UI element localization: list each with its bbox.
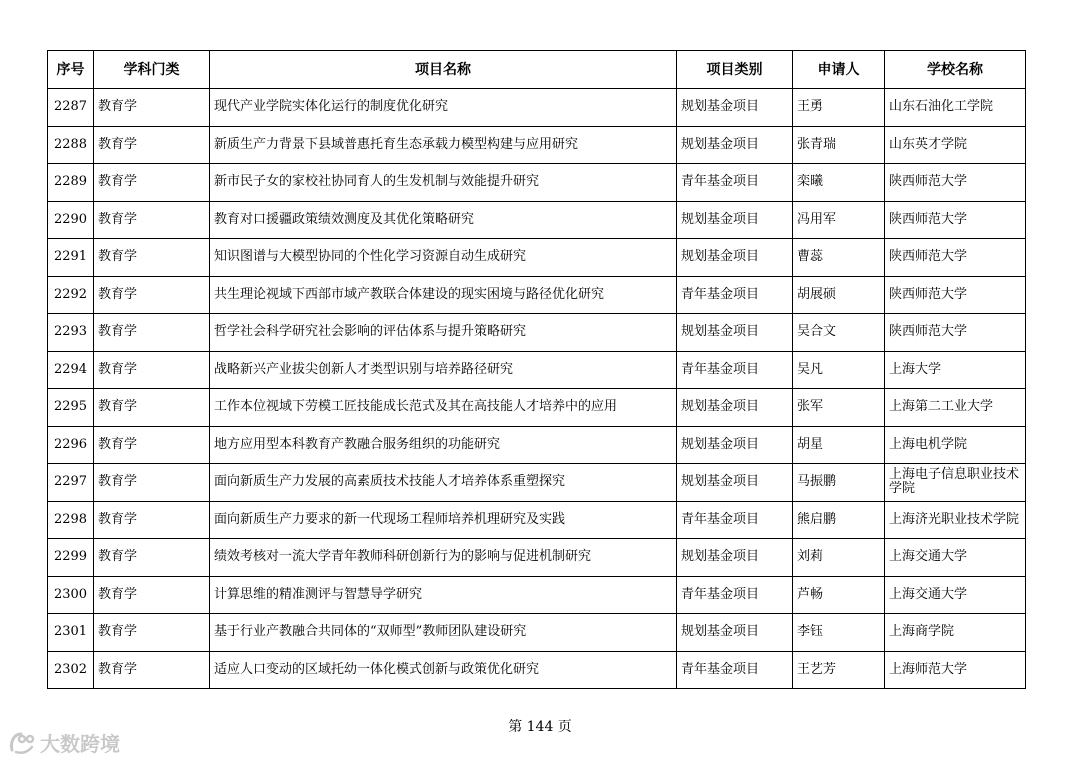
cell-type: 青年基金项目 xyxy=(677,276,793,314)
cell-school: 上海济光职业技术学院 xyxy=(885,501,1026,539)
cell-type: 规划基金项目 xyxy=(677,539,793,577)
cell-applicant: 吴合文 xyxy=(793,314,885,352)
cell-applicant: 曹蕊 xyxy=(793,239,885,277)
cell-project: 工作本位视域下劳模工匠技能成长范式及其在高技能人才培养中的应用 xyxy=(210,389,677,427)
cell-project: 教育对口援疆政策绩效测度及其优化策略研究 xyxy=(210,201,677,239)
cell-type: 规划基金项目 xyxy=(677,614,793,652)
header-row xyxy=(48,51,1026,89)
cell-subject: 教育学 xyxy=(94,89,210,127)
table-row xyxy=(48,501,1026,539)
cell-subject: 教育学 xyxy=(94,651,210,689)
cell-subject: 教育学 xyxy=(94,426,210,464)
cell-school: 上海电机学院 xyxy=(885,426,1026,464)
table-row xyxy=(48,314,1026,352)
cell-num: 2287 xyxy=(48,89,94,127)
cell-num: 2290 xyxy=(48,201,94,239)
table-row xyxy=(48,239,1026,277)
cell-num: 2301 xyxy=(48,614,94,652)
table-header xyxy=(48,51,1026,89)
cell-applicant: 王勇 xyxy=(793,89,885,127)
cell-school: 陕西师范大学 xyxy=(885,239,1026,277)
cell-school: 陕西师范大学 xyxy=(885,201,1026,239)
table-row xyxy=(48,464,1026,502)
cell-subject: 教育学 xyxy=(94,464,210,502)
cell-type: 规划基金项目 xyxy=(677,389,793,427)
cell-type: 青年基金项目 xyxy=(677,501,793,539)
cell-project: 绩效考核对一流大学青年教师科研创新行为的影响与促进机制研究 xyxy=(210,539,677,577)
page-number: 第 144 页 xyxy=(508,719,572,735)
cell-project: 新质生产力背景下县域普惠托育生态承载力模型构建与应用研究 xyxy=(210,126,677,164)
watermark xyxy=(8,728,120,757)
cell-project: 哲学社会科学研究社会影响的评估体系与提升策略研究 xyxy=(210,314,677,352)
cell-applicant: 胡星 xyxy=(793,426,885,464)
cell-school: 上海大学 xyxy=(885,351,1026,389)
cell-subject: 教育学 xyxy=(94,539,210,577)
cell-applicant: 芦畅 xyxy=(793,576,885,614)
cell-project: 面向新质生产力要求的新一代现场工程师培养机理研究及实践 xyxy=(210,501,677,539)
project-table xyxy=(47,50,1026,689)
logo-icon xyxy=(8,730,36,756)
cell-num: 2295 xyxy=(48,389,94,427)
cell-project: 基于行业产教融合共同体的“双师型”教师团队建设研究 xyxy=(210,614,677,652)
header-school: 学校名称 xyxy=(885,51,1026,89)
cell-type: 青年基金项目 xyxy=(677,651,793,689)
cell-num: 2299 xyxy=(48,539,94,577)
cell-project: 面向新质生产力发展的高素质技术技能人才培养体系重塑探究 xyxy=(210,464,677,502)
cell-project: 地方应用型本科教育产教融合服务组织的功能研究 xyxy=(210,426,677,464)
cell-num: 2292 xyxy=(48,276,94,314)
table-row xyxy=(48,276,1026,314)
cell-type: 规划基金项目 xyxy=(677,126,793,164)
table-row xyxy=(48,351,1026,389)
cell-applicant: 王艺芳 xyxy=(793,651,885,689)
cell-project: 战略新兴产业拔尖创新人才类型识别与培养路径研究 xyxy=(210,351,677,389)
cell-applicant: 张青瑞 xyxy=(793,126,885,164)
table-body xyxy=(48,89,1026,689)
cell-applicant: 张军 xyxy=(793,389,885,427)
cell-project: 知识图谱与大模型协同的个性化学习资源自动生成研究 xyxy=(210,239,677,277)
cell-applicant: 栾曦 xyxy=(793,164,885,202)
table-row xyxy=(48,389,1026,427)
cell-applicant: 李钰 xyxy=(793,614,885,652)
table-row xyxy=(48,539,1026,577)
cell-school: 陕西师范大学 xyxy=(885,164,1026,202)
cell-school: 上海交通大学 xyxy=(885,539,1026,577)
cell-subject: 教育学 xyxy=(94,614,210,652)
table-row xyxy=(48,126,1026,164)
table-row xyxy=(48,651,1026,689)
cell-num: 2288 xyxy=(48,126,94,164)
cell-applicant: 马振鹏 xyxy=(793,464,885,502)
cell-type: 规划基金项目 xyxy=(677,201,793,239)
cell-type: 规划基金项目 xyxy=(677,89,793,127)
header-type: 项目类别 xyxy=(677,51,793,89)
cell-project: 新市民子女的家校社协同育人的生发机制与效能提升研究 xyxy=(210,164,677,202)
cell-subject: 教育学 xyxy=(94,201,210,239)
cell-num: 2297 xyxy=(48,464,94,502)
cell-project: 共生理论视域下西部市域产教联合体建设的现实困境与路径优化研究 xyxy=(210,276,677,314)
cell-type: 规划基金项目 xyxy=(677,426,793,464)
cell-num: 2291 xyxy=(48,239,94,277)
cell-applicant: 胡展硕 xyxy=(793,276,885,314)
cell-type: 青年基金项目 xyxy=(677,576,793,614)
cell-project: 现代产业学院实体化运行的制度优化研究 xyxy=(210,89,677,127)
header-applicant: 申请人 xyxy=(793,51,885,89)
header-num: 序号 xyxy=(48,51,94,89)
watermark-text: 大数跨境 xyxy=(40,732,120,756)
cell-subject: 教育学 xyxy=(94,351,210,389)
cell-type: 规划基金项目 xyxy=(677,464,793,502)
cell-type: 青年基金项目 xyxy=(677,164,793,202)
cell-num: 2300 xyxy=(48,576,94,614)
cell-applicant: 刘莉 xyxy=(793,539,885,577)
cell-school: 上海电子信息职业技术学院 xyxy=(885,464,1026,502)
cell-num: 2298 xyxy=(48,501,94,539)
cell-school: 上海第二工业大学 xyxy=(885,389,1026,427)
header-project: 项目名称 xyxy=(210,51,677,89)
cell-type: 规划基金项目 xyxy=(677,314,793,352)
cell-subject: 教育学 xyxy=(94,314,210,352)
cell-school: 上海商学院 xyxy=(885,614,1026,652)
cell-subject: 教育学 xyxy=(94,276,210,314)
table-row xyxy=(48,201,1026,239)
cell-subject: 教育学 xyxy=(94,126,210,164)
cell-school: 上海师范大学 xyxy=(885,651,1026,689)
header-subject: 学科门类 xyxy=(94,51,210,89)
cell-num: 2302 xyxy=(48,651,94,689)
cell-subject: 教育学 xyxy=(94,164,210,202)
cell-project: 计算思维的精准测评与智慧导学研究 xyxy=(210,576,677,614)
cell-applicant: 熊启鹏 xyxy=(793,501,885,539)
cell-subject: 教育学 xyxy=(94,576,210,614)
cell-type: 青年基金项目 xyxy=(677,351,793,389)
cell-school: 上海交通大学 xyxy=(885,576,1026,614)
table-row xyxy=(48,576,1026,614)
cell-project: 适应人口变动的区域托幼一体化模式创新与政策优化研究 xyxy=(210,651,677,689)
cell-subject: 教育学 xyxy=(94,501,210,539)
cell-subject: 教育学 xyxy=(94,389,210,427)
cell-school: 陕西师范大学 xyxy=(885,276,1026,314)
cell-num: 2296 xyxy=(48,426,94,464)
cell-school: 山东英才学院 xyxy=(885,126,1026,164)
cell-num: 2289 xyxy=(48,164,94,202)
table-row xyxy=(48,614,1026,652)
table-row xyxy=(48,89,1026,127)
cell-type: 规划基金项目 xyxy=(677,239,793,277)
cell-school: 陕西师范大学 xyxy=(885,314,1026,352)
cell-applicant: 冯用军 xyxy=(793,201,885,239)
cell-school: 山东石油化工学院 xyxy=(885,89,1026,127)
cell-subject: 教育学 xyxy=(94,239,210,277)
cell-num: 2294 xyxy=(48,351,94,389)
cell-num: 2293 xyxy=(48,314,94,352)
table-row xyxy=(48,164,1026,202)
table-row xyxy=(48,426,1026,464)
cell-applicant: 吴凡 xyxy=(793,351,885,389)
